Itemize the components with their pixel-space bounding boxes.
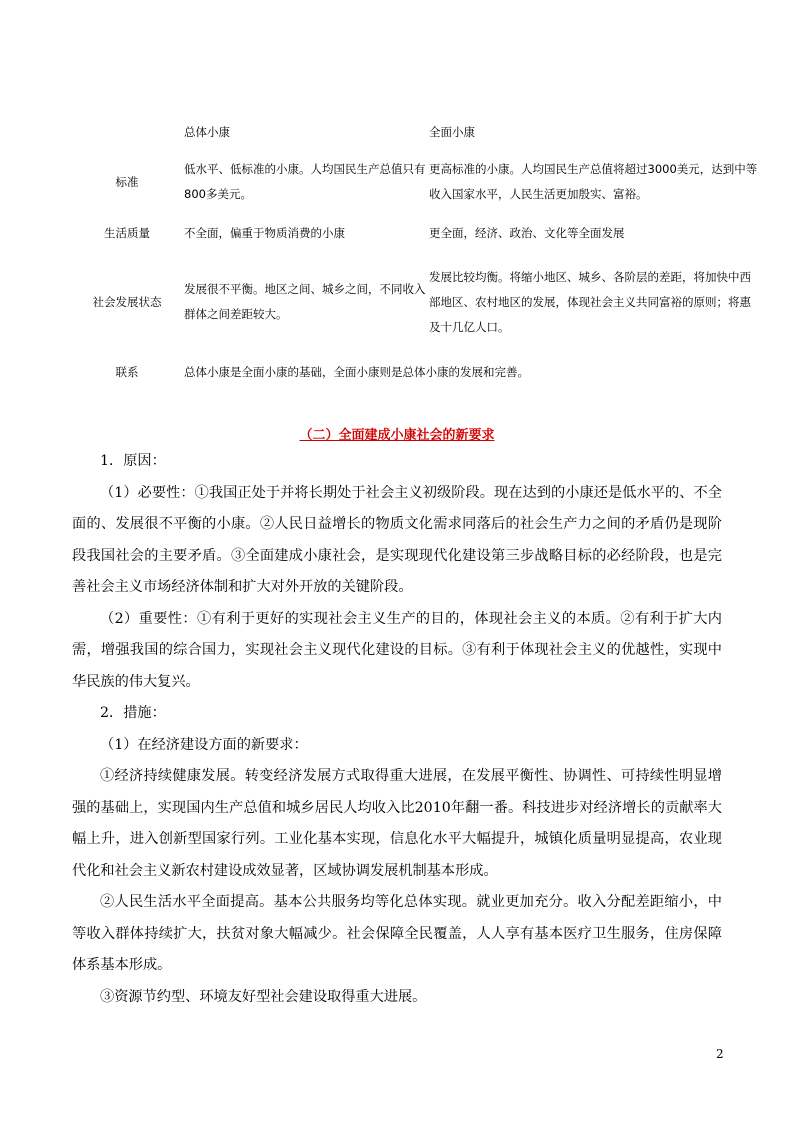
cell-comprehensive: 更全面，经济、政治、文化等全面发展 bbox=[429, 225, 625, 240]
paragraph: ②人民生活水平全面提高。基本公共服务均等化总体实现。就业更加充分。收入分配差距缩小，中等收入群体持续扩大，扶贫对象大幅减少。社会保障全民覆盖，人人享有基本医疗卫生服务，住房保障体系基本形成。 bbox=[72, 894, 722, 973]
table-row bbox=[72, 253, 762, 351]
cell-overall: 不全面，偏重于物质消费的小康 bbox=[184, 225, 345, 240]
row-label: 生活质量 bbox=[104, 226, 150, 240]
row-label: 联系 bbox=[115, 365, 139, 379]
table-header-comprehensive: 全面小康 bbox=[429, 124, 475, 139]
paragraph: （2）重要性：①有利于更好的实现社会主义生产的目的，体现社会主义的本质。②有利于扩大内需，增强我国的综合国力，实现社会主义现代化建设的目标。③有利于体现社会主义的优越性，实现中华民族的伟大复兴。 bbox=[72, 610, 722, 690]
paragraph: 2．措施： bbox=[100, 705, 166, 721]
page-number: 2 bbox=[716, 1047, 724, 1061]
cell-overall: 低水平、低标准的小康。人均国民生产总值只有800多美元。 bbox=[184, 162, 426, 201]
table-row bbox=[72, 351, 762, 393]
cell-overall: 发展很不平衡。地区之间、城乡之间，不同收入群体之间差距较大。 bbox=[184, 282, 426, 321]
paragraph: ③资源节约型、环境友好型社会建设取得重大进展。 bbox=[100, 988, 427, 1005]
row-label: 社会发展状态 bbox=[92, 295, 162, 309]
table-header-overall: 总体小康 bbox=[184, 124, 230, 139]
cell-link: 总体小康是全面小康的基础，全面小康则是总体小康的发展和完善。 bbox=[184, 364, 529, 379]
paragraph: 1．原因： bbox=[100, 453, 166, 469]
body-text bbox=[72, 446, 722, 1013]
section-title: （二）全面建成小康社会的新要求 bbox=[299, 428, 495, 443]
paragraph: （1）必要性：①我国正处于并将长期处于社会主义初级阶段。现在达到的小康还是低水平的、不全面的、发展很不平衡的小康。②人民日益增长的物质文化需求同落后的社会生产力之间的矛盾仍是现阶段我国社会的主要矛盾。③全面建成小康社会，是实现现代化建设第三步战略目标的必经阶段，也是完善社会主义市场经济体制和扩大对外开放的关键阶段。 bbox=[72, 484, 722, 595]
table-row bbox=[72, 151, 762, 213]
row-label: 标准 bbox=[115, 175, 139, 189]
cell-comprehensive: 发展比较均衡。将缩小地区、城乡、各阶层的差距，将加快中西部地区、农村地区的发展，体现社会主义共同富裕的原则；将惠及十几亿人口。 bbox=[429, 269, 751, 334]
table-row bbox=[72, 213, 762, 253]
cell-comprehensive: 更高标准的小康。人均国民生产总值将超过3000美元，达到中等收入国家水平，人民生活更加殷实、富裕。 bbox=[429, 162, 758, 201]
paragraph: （1）在经济建设方面的新要求： bbox=[100, 736, 308, 753]
table-header-row bbox=[72, 113, 762, 151]
comparison-table bbox=[72, 113, 762, 393]
paragraph: ①经济持续健康发展。转变经济发展方式取得重大进展，在发展平衡性、协调性、可持续性明显增强的基础上，实现国内生产总值和城乡居民人均收入比2010年翻一番。科技进步对经济增长的贡献率大幅上升，进入创新型国家行列。工业化基本实现，信息化水平大幅提升，城镇化质量明显提高，农业现代化和社会主义新农村建设成效显著，区域协调发展机制基本形成。 bbox=[72, 768, 722, 879]
